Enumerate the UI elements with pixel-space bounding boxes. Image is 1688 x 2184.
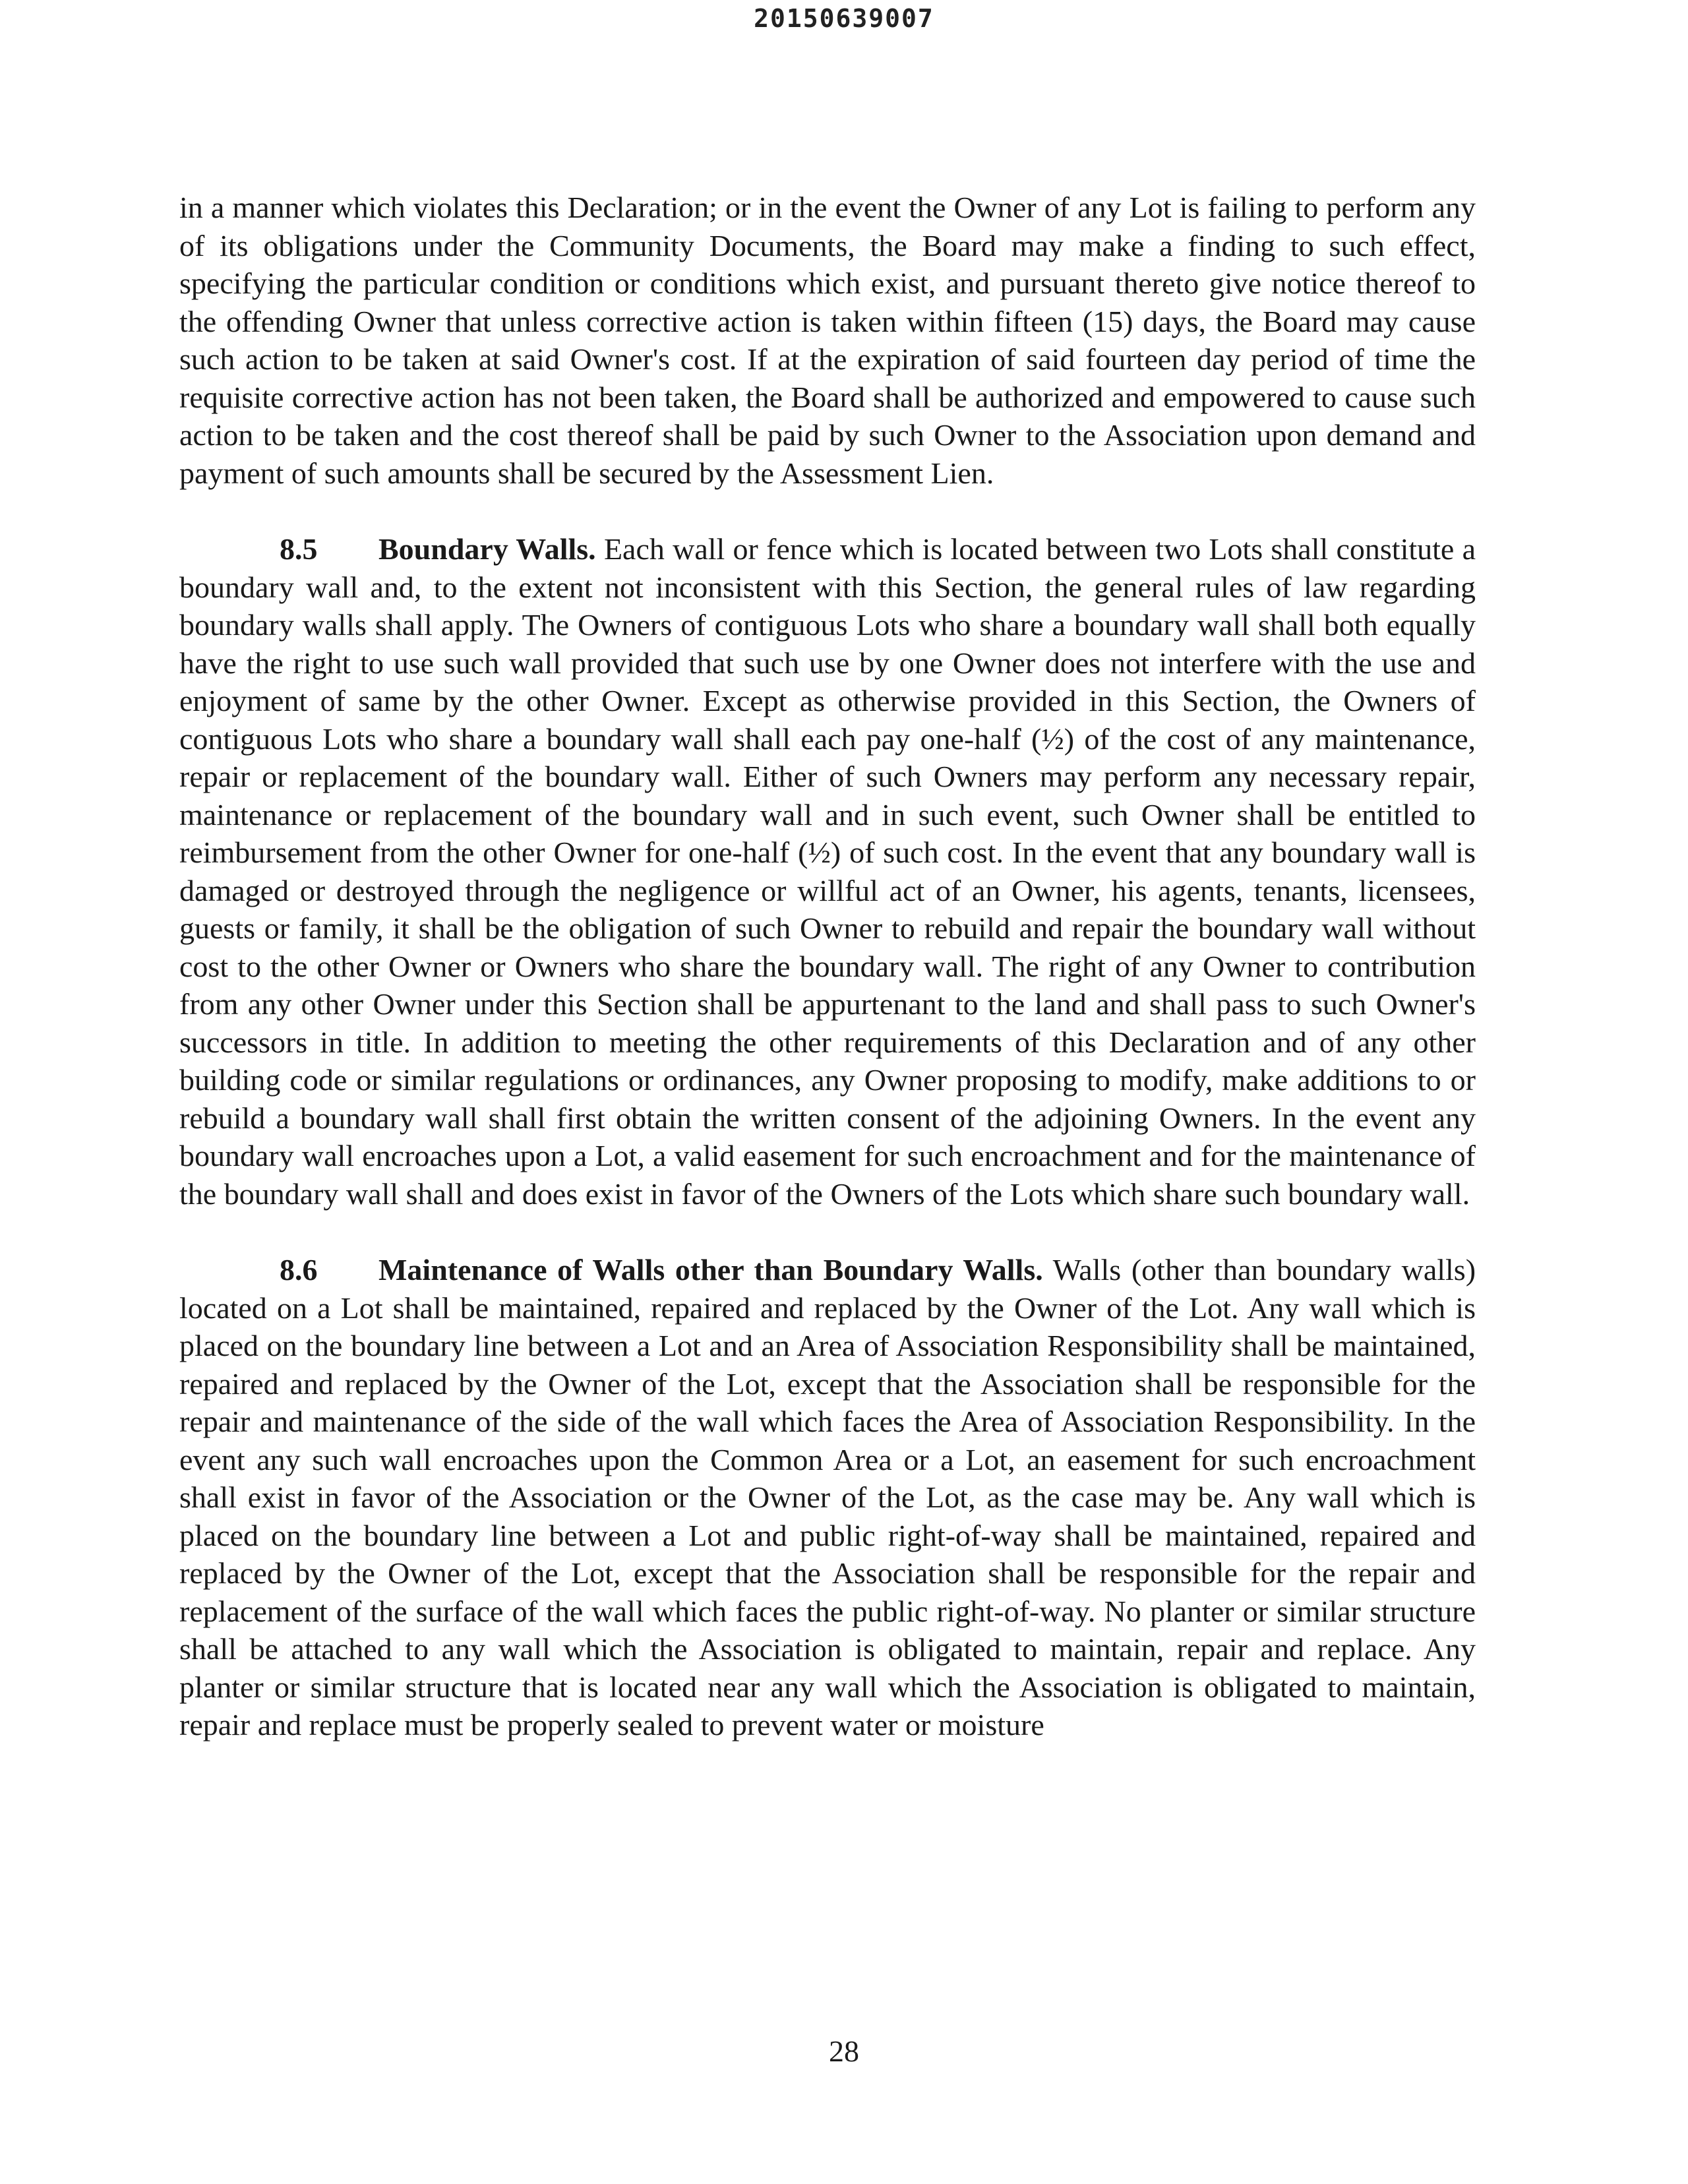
document-body — [179, 189, 1476, 1782]
section-number: 8.6 — [280, 1253, 318, 1287]
continuation-paragraph: in a manner which violates this Declaration; or in the event the Owner of any Lot is failing to perform any of its obligations under the Community Documents, the Board may make a finding to such effect, specifying the particular condition or conditions which exist, and pursuant thereto give notice thereof to the offending Owner that unless corrective action is taken within fifteen (15) days, the Board may cause such action to be taken at said Owner's cost. If at the expiration of said fourteen day period of time the requisite corrective action has not been taken, the Board shall be authorized and empowered to cause such action to be taken and the cost thereof shall be paid by such Owner to the Association upon demand and payment of such amounts shall be secured by the Assessment Lien. — [179, 191, 1476, 490]
section-title: Maintenance of Walls other than Boundary Walls. — [378, 1253, 1043, 1287]
section-number: 8.5 — [280, 532, 318, 566]
recording-number: 20150639007 — [754, 4, 934, 33]
section-title: Boundary Walls. — [378, 532, 596, 566]
section-body: Walls (other than boundary walls) located on a Lot shall be maintained, repaired and replaced by the Owner of the Lot. Any wall which is placed on the boundary line between a Lot and an Area of Association Responsibility shall be maintained, repaired and replaced by the Owner of the Lot, except that the Association shall be responsible for the repair and maintenance of the side of the wall which faces the Area of Association Responsibility. In the event any such wall encroaches upon the Common Area or a Lot, an easement for such encroachment shall exist in favor of the Association or the Owner of the Lot, as the case may be. Any wall which is placed on the boundary line between a Lot and public right-of-way shall be maintained, repaired and replaced by the Owner of the Lot, except that the Association shall be responsible for the repair and replacement of the surface of the wall which faces the public right-of-way. No planter or similar structure shall be attached to any wall which the Association is obligated to maintain, repair and replace. Any planter or similar structure that is located near any wall which the Association is obligated to maintain, repair and replace must be properly sealed to prevent water or moisture — [179, 1253, 1476, 1742]
section-body: Each wall or fence which is located between two Lots shall constitute a boundary wall and, to the extent not inconsistent with this Section, the general rules of law regarding boundary walls shall apply. The Owners of contiguous Lots who share a boundary wall shall both equally have the right to use such wall provided that such use by one Owner does not interfere with the use and enjoyment of same by the other Owner. Except as otherwise provided in this Section, the Owners of contiguous Lots who share a boundary wall shall each pay one-half (½) of the cost of any maintenance, repair or replacement of the boundary wall. Either of such Owners may perform any necessary repair, maintenance or replacement of the boundary wall and in such event, such Owner shall be entitled to reimbursement from the other Owner for one-half (½) of such cost. In the event that any boundary wall is damaged or destroyed through the negligence or willful act of an Owner, his agents, tenants, licensees, guests or family, it shall be the obligation of such Owner to rebuild and repair the boundary wall without cost to the other Owner or Owners who share the boundary wall. The right of any Owner to contribution from any other Owner under this Section shall be appurtenant to the land and shall pass to such Owner's successors in title. In addition to meeting the other requirements of this Declaration and of any other building code or similar regulations or ordinances, any Owner proposing to modify, make additions to or rebuild a boundary wall shall first obtain the written consent of the adjoining Owners. In the event any boundary wall encroaches upon a Lot, a valid easement for such encroachment and for the maintenance of the boundary wall shall and does exist in favor of the Owners of the Lots which share such boundary wall. — [179, 532, 1476, 1211]
page-number: 28 — [829, 2034, 859, 2068]
section-8-6 — [179, 1251, 1476, 1744]
section-8-5 — [179, 530, 1476, 1213]
